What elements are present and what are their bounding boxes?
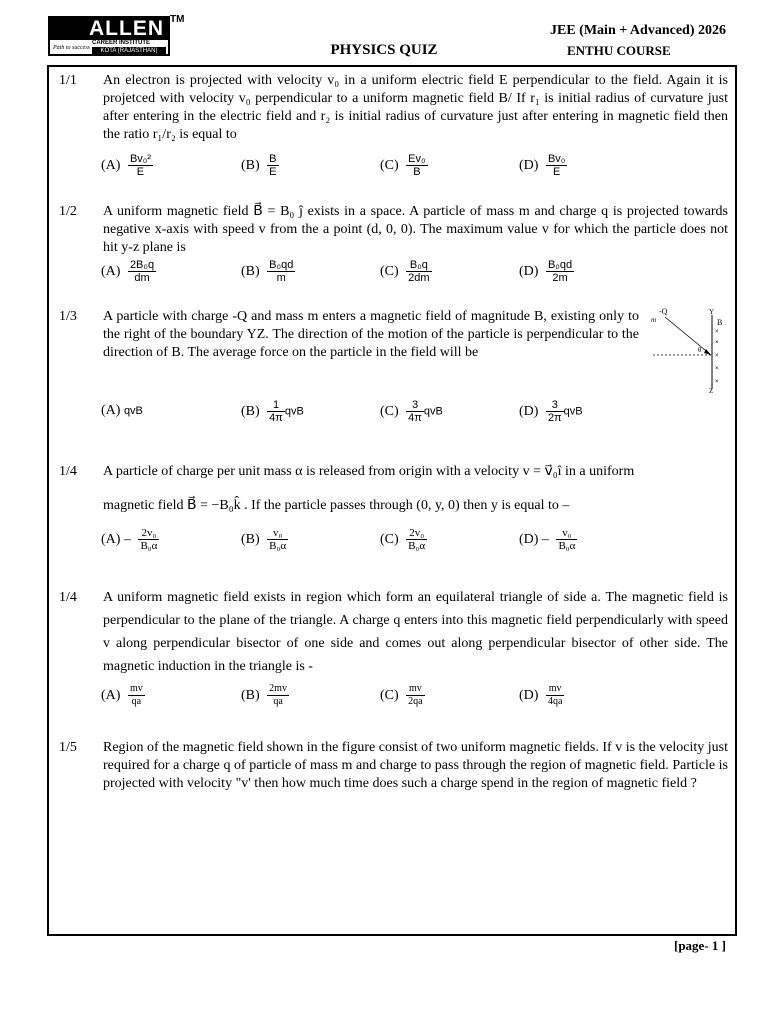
fraction: $\frac{1}{4\pi}$: [269, 399, 283, 424]
option-b[interactable]: (B) $\frac{1}{4\pi}$ qvB: [241, 399, 304, 424]
option-b[interactable]: (B) $\frac{2mv}{qa}$: [241, 683, 287, 707]
page-number: [page- 1 ]: [674, 938, 726, 953]
question-number: 1/4: [59, 464, 77, 479]
question-text: A uniform magnetic field B⃗ = B₀ ĵ exists in a space. A particle of mass m and charge q is projected towards negative x-axis with speed v from the a point (d, 0, 0). The maximum value v for which the particle does not hit y-z plane is: [103, 204, 728, 255]
figure-z-label: Z: [709, 387, 714, 395]
fraction: $\frac{\text{B₀qd}}{2m}$: [547, 259, 573, 284]
question-number: 1/1: [59, 73, 77, 88]
page-title: PHYSICS QUIZ: [330, 42, 438, 58]
fraction: $\frac{3}{2\pi}$: [547, 399, 562, 424]
question-frame: [47, 65, 737, 936]
option-d[interactable]: (D) $\frac{\text{Bv₀}}{E}$: [519, 153, 566, 178]
fraction: $\frac{\text{v₀}}{\text{B₀α}}$: [269, 527, 287, 552]
fraction: $\frac{3}{4\pi}$: [408, 399, 422, 424]
fraction: $\frac{\text{B₀qd}}{m}$: [269, 259, 294, 284]
svg-text:×: ×: [715, 353, 719, 359]
fraction: $\frac{\text{Bv₀}}{E}$: [547, 153, 566, 178]
question-text: A particle of charge per unit mass α is released from origin with a velocity v = v⃗₀î in a uniform: [103, 464, 635, 479]
fraction: $\frac{\text{B₀q}}{2dm}$: [408, 259, 430, 284]
svg-text:×: ×: [715, 340, 719, 346]
option-b[interactable]: (B) $\frac{\text{v₀}}{\text{B₀α}}$: [241, 527, 287, 552]
question-text: Region of the magnetic field shown in the figure consist of two uniform magnetic fields. If v is the velocity just required for a charge q of particle of mass m and charge to pass through the region of magnetic field. Particle is projected with velocity "v' then how much time does such a charge spend in the region of magnetic field ?: [103, 740, 728, 791]
svg-text:×: ×: [715, 366, 719, 372]
question-number: 1/2: [59, 204, 77, 219]
option-c[interactable]: (C) $\frac{3}{4\pi}$ qvB: [380, 399, 443, 424]
option-a[interactable]: (A) $\frac{\text{Bv₀²}}{E}$: [101, 153, 152, 178]
exam-name: JEE (Main + Advanced) 2026: [550, 23, 726, 38]
fraction: $\frac{\text{2B₀q}}{dm}$: [129, 259, 155, 284]
fraction: $\frac{mv}{qa}$: [129, 683, 143, 707]
figure-b-label: B: [717, 318, 723, 327]
option-c[interactable]: (C) $\frac{\text{B₀q}}{2dm}$: [380, 259, 430, 284]
option-a[interactable]: (A) – $\frac{\text{2v₀}}{\text{B₀α}}$: [101, 527, 158, 552]
option-c[interactable]: (C) $\frac{\text{2v₀}}{\text{B₀α}}$: [380, 527, 426, 552]
svg-text:×: ×: [715, 329, 719, 335]
fraction: $\frac{mv}{2qa}$: [408, 683, 423, 707]
figure-charge-label: -Q: [659, 307, 668, 316]
option-a[interactable]: (A) $\frac{mv}{qa}$: [101, 683, 143, 707]
logo-tagline: Path to success: [53, 45, 90, 51]
option-b[interactable]: (B) $\frac{\text{B₀qd}}{m}$: [241, 259, 294, 284]
question-text: A uniform magnetic field exists in region which form an equilateral triangle of side a. The magnetic field is perpendicular to the plane of the triangle. A charge q enters into this magnetic field perpendicularly with speed v along perpendicular bisector of one side and comes out along perpendicular bisector of other side. The magnetic induction in the triangle is -: [103, 590, 728, 674]
logo-brand: ALLEN: [50, 18, 168, 40]
svg-text:×: ×: [715, 379, 719, 385]
fraction: $\frac{2mv}{qa}$: [269, 683, 287, 707]
logo-city: KOTA (RAJASTHAN): [92, 47, 166, 55]
option-d[interactable]: (D) $\frac{\text{B₀qd}}{2m}$: [519, 259, 573, 284]
option-d[interactable]: (D) – $\frac{\text{v₀}}{\text{B₀α}}$: [519, 527, 576, 552]
fraction: $\frac{\text{Bv₀²}}{E}$: [129, 153, 152, 178]
question-text: A particle with charge -Q and mass m enters a magnetic field of magnitude B, existing only to the right of the boundary YZ. The direction of the motion of the particle is perpendicular to the direction of B. The average force on the particle in the field will be: [103, 309, 639, 360]
magnetic-boundary-figure: [651, 303, 737, 399]
option-a[interactable]: (A) $\frac{\text{2B₀q}}{dm}$: [101, 259, 155, 284]
fraction: $\frac{mv}{4qa}$: [547, 683, 563, 707]
option-c[interactable]: (C) $\frac{\text{Ev₀}}{B}$: [380, 153, 426, 178]
fraction: $\frac{\text{v₀}}{\text{B₀α}}$: [558, 527, 576, 552]
option-b[interactable]: (B) $\frac{B}{E}$: [241, 153, 277, 178]
question-number: 1/5: [59, 740, 77, 755]
question-text: An electron is projected with velocity v₀ in a uniform electric field E perpendicular to the field. Again it is projetced with velocity v₀ perpendicular to a uniform magnetic field B/ If r₁ is initial radius of curvature just after entering in the electric field and r₂ is initial radius of curvature just after entering in magnetic field then the ratio r₁/r₂ is equal to: [103, 73, 728, 142]
option-a[interactable]: (A) qvB: [101, 403, 143, 418]
question-number: 1/3: [59, 309, 77, 324]
fraction: $\frac{\text{2v₀}}{\text{B₀α}}$: [408, 527, 426, 552]
figure-angle-label: θ: [698, 346, 702, 354]
option-d[interactable]: (D) $\frac{3}{2\pi}$ qvB: [519, 399, 583, 424]
question-number: 1/4: [59, 590, 77, 605]
figure-mass-label: m: [651, 316, 657, 324]
course-name: ENTHU COURSE: [567, 43, 671, 58]
fraction: $\frac{B}{E}$: [269, 153, 277, 178]
figure-y-label: Y: [709, 308, 715, 316]
logo-institute: CAREER INSTITUTE: [92, 40, 151, 46]
trademark: TM: [170, 14, 185, 25]
option-d[interactable]: (D) $\frac{mv}{4qa}$: [519, 683, 563, 707]
fraction: $\frac{\text{2v₀}}{\text{B₀α}}$: [140, 527, 158, 552]
fraction: $\frac{\text{Ev₀}}{B}$: [408, 153, 426, 178]
option-c[interactable]: (C) $\frac{mv}{2qa}$: [380, 683, 423, 707]
question-text: magnetic field B⃗ = −B₀k̂ . If the particle passes through (0, y, 0) then y is equal to –: [103, 498, 570, 513]
